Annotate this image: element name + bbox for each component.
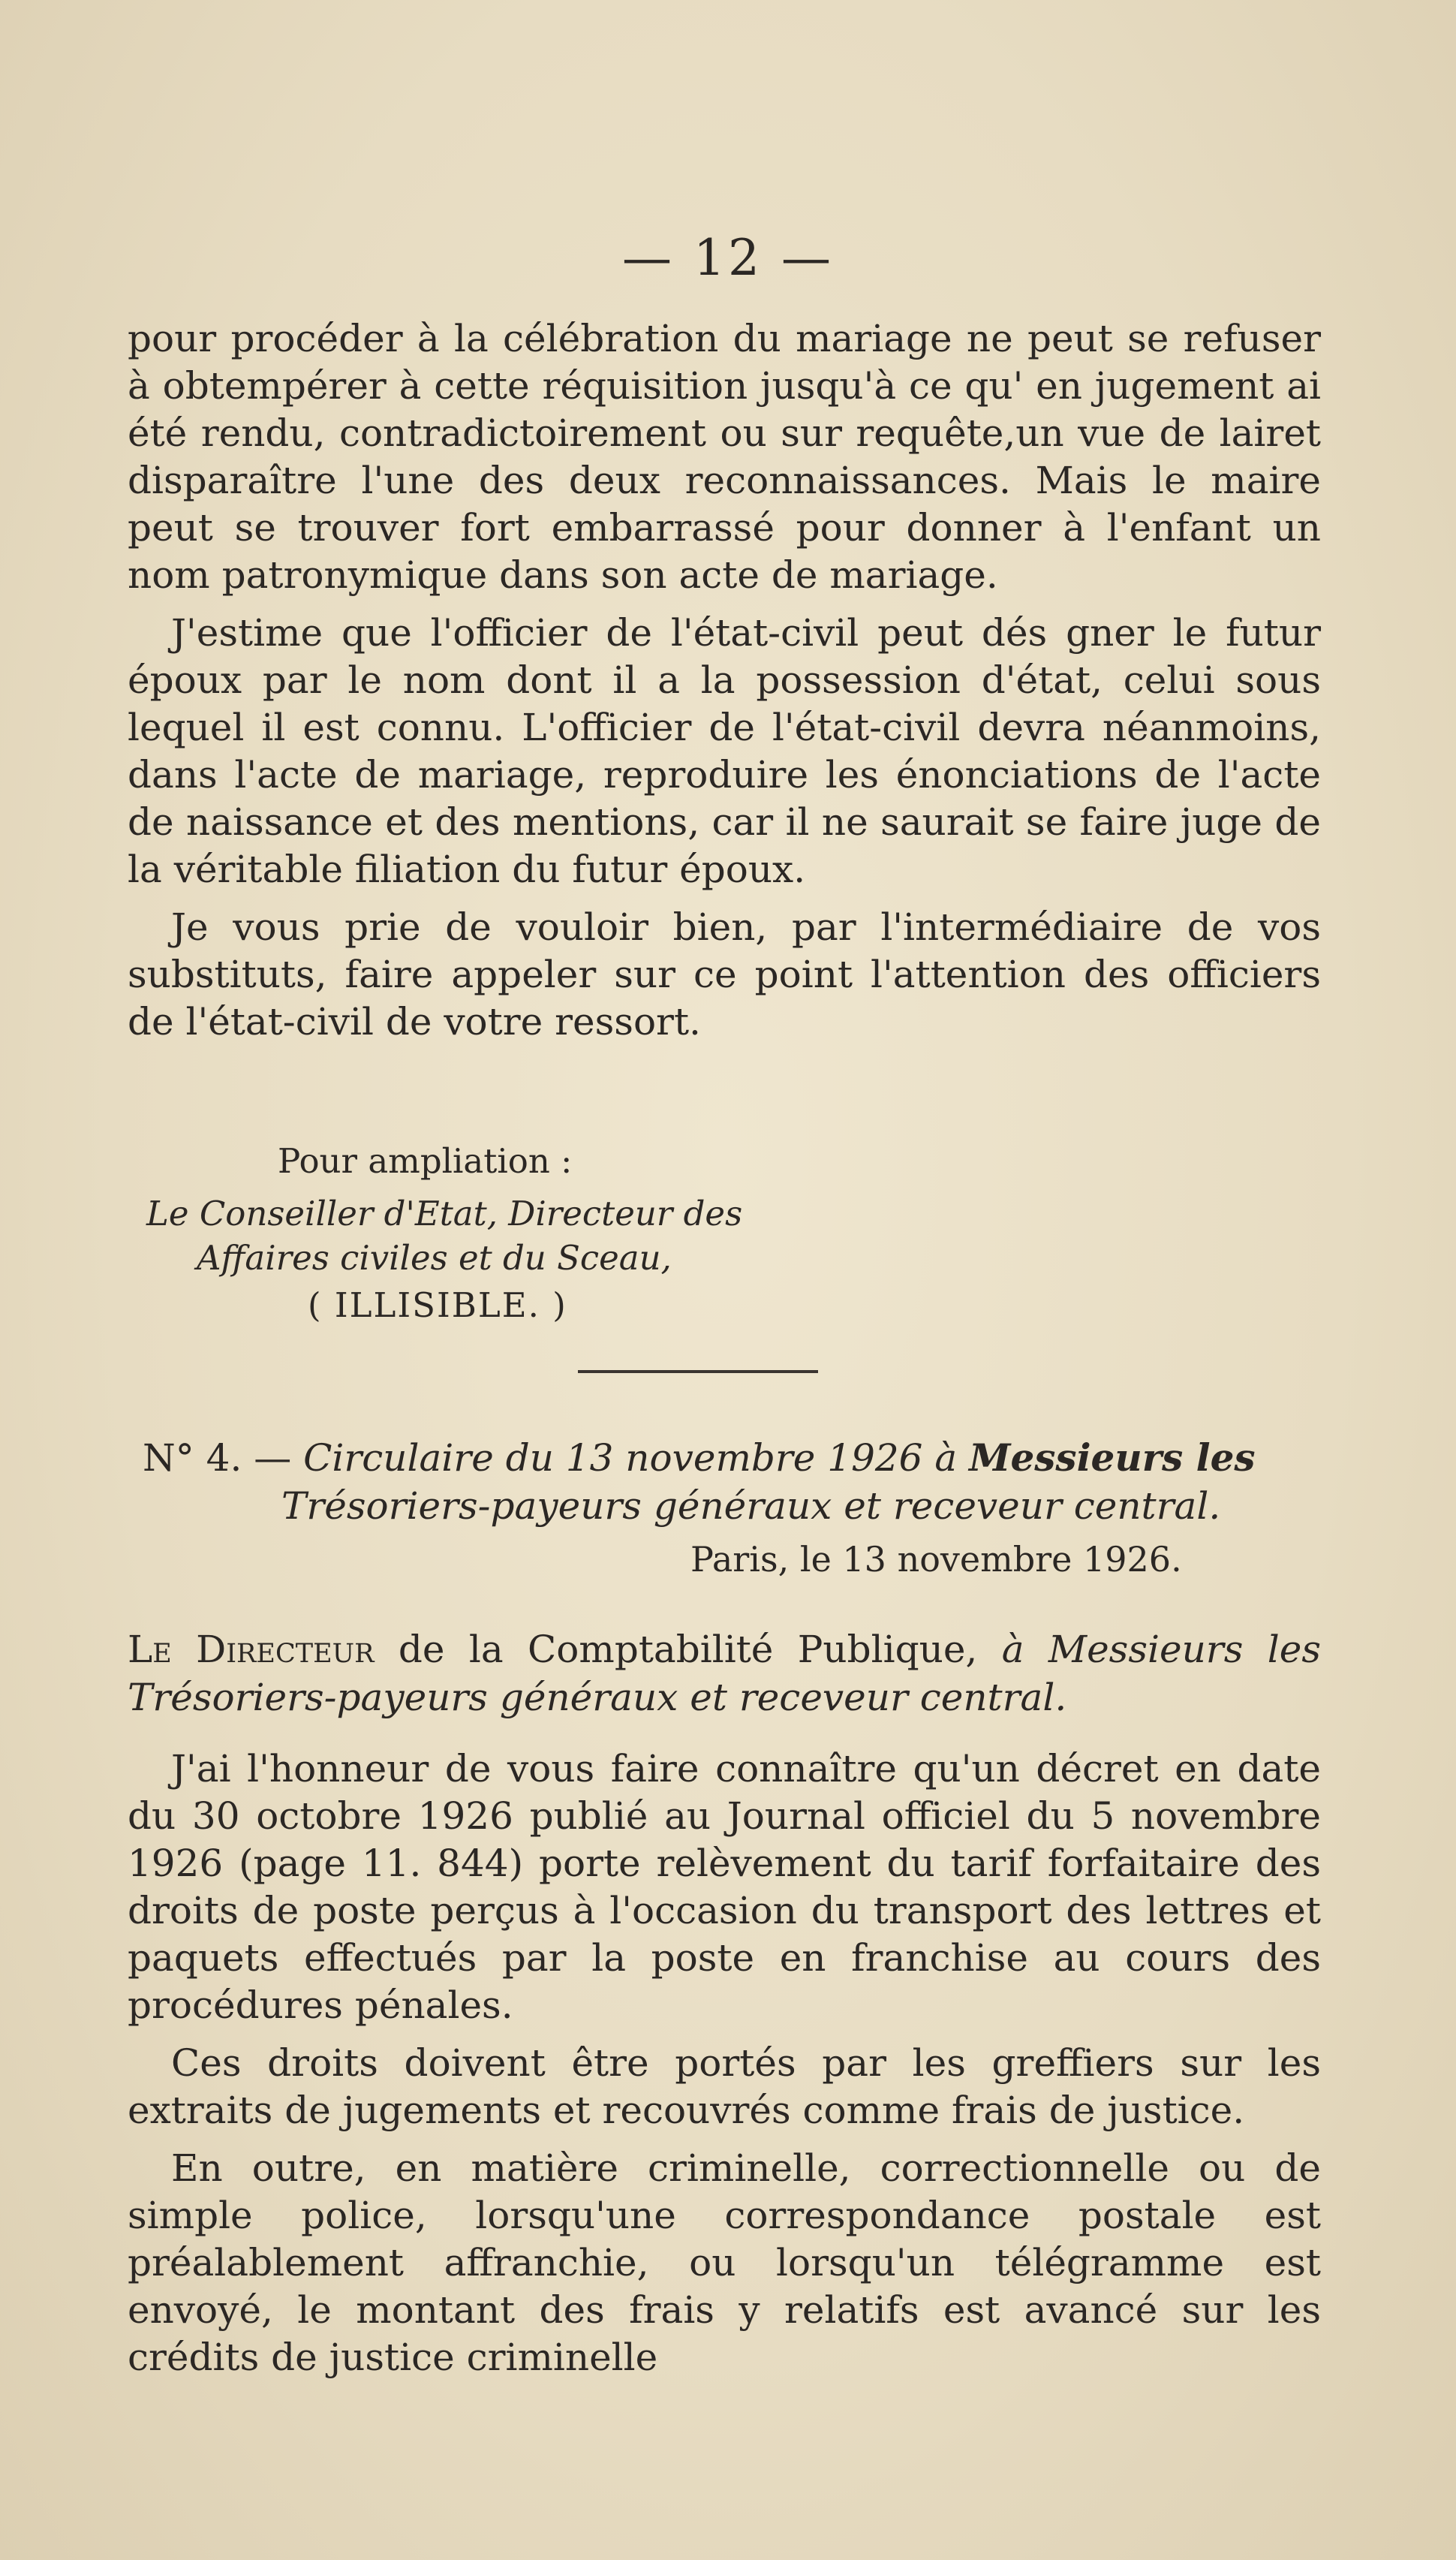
circular-sender [128, 1625, 1321, 1721]
page-number: — 12 — [622, 229, 834, 287]
signature-name: ( ILLISIBLE. ) [308, 1285, 567, 1325]
letter-body [128, 315, 1321, 1056]
director-text: de la Comptabilité Publique, [398, 1628, 978, 1671]
circular-paragraph-2: Ces droits doivent être portés par les greffiers sur les extraits de jugements et recouvrés comme frais de justice. [128, 2041, 1321, 2132]
circular-addressee: Messieurs les [969, 1435, 1256, 1480]
letter-paragraph-2: J'estime que l'officier de l'état-civil peut dés gner le futur époux par le nom dont il a la possession d'état, celui sous lequel il est connu. L'officier de l'état-civil devra néanmoins, dans l'acte de mariage, reproduire les énonciations de l'acte de naissance et des mentions, car il ne saurait se faire juge de la véritable filiation du futur époux. [128, 611, 1321, 891]
circular-body [128, 1745, 1321, 2392]
circular-title-line-2: Trésoriers-payeurs généraux et receveur central. [281, 1484, 1221, 1528]
signature-title-line-2: Affaires civiles et du Sceau, [197, 1238, 672, 1278]
letter-paragraph-1: pour procéder à la célébration du mariage ne peut se refuser à obtempérer à cette réquisition jusqu'à ce qu' en jugement ai été rendu, contradictoirement ou sur requête,un vue de lairet disparaître l'une des deux reconnaissances. Mais le maire peut se trouver fort embarrassé pour donner à l'enfant un nom patronymique dans son acte de mariage. [128, 317, 1321, 597]
circular-heading [143, 1434, 1328, 1482]
section-divider [578, 1370, 818, 1373]
letter-paragraph-3: Je vous prie de vouloir bien, par l'intermédiaire de vos substituts, faire appeler sur ce point l'attention des officiers de l'état-civil de votre ressort. [128, 905, 1321, 1044]
signature-title-line-1: Le Conseiller d'Etat, Directeur des [146, 1194, 743, 1233]
signature-intro: Pour ampliation : [278, 1141, 573, 1181]
circular-number: N° 4. — [143, 1436, 292, 1480]
circular-place-date: Paris, le 13 novembre 1926. [690, 1539, 1182, 1580]
circular-paragraph-3: En outre, en matière criminelle, correctionnelle ou de simple police, lorsqu'une correspondance postale est préalablement affranchie, ou lorsqu'un télégramme est envoyé, le montant des frais y relatifs est avancé sur les crédits de justice criminelle [128, 2146, 1321, 2379]
circular-paragraph-1: J'ai l'honneur de vous faire connaître qu'un décret en date du 30 octobre 1926 publié au Journal officiel du 5 novembre 1926 (page 11. 844) porte relèvement du tarif forfaitaire des droits de poste perçus à l'occasion du transport des lettres et paquets effectués par la poste en franchise au cours des procédures pénales. [128, 1747, 1321, 2027]
circular-title: Circulaire du 13 novembre 1926 à [303, 1436, 958, 1480]
director-addressee: à Messieurs les Trésoriers-payeurs généraux et receveur central. [128, 1628, 1321, 1719]
director-caps: Le Directeur [128, 1628, 375, 1671]
